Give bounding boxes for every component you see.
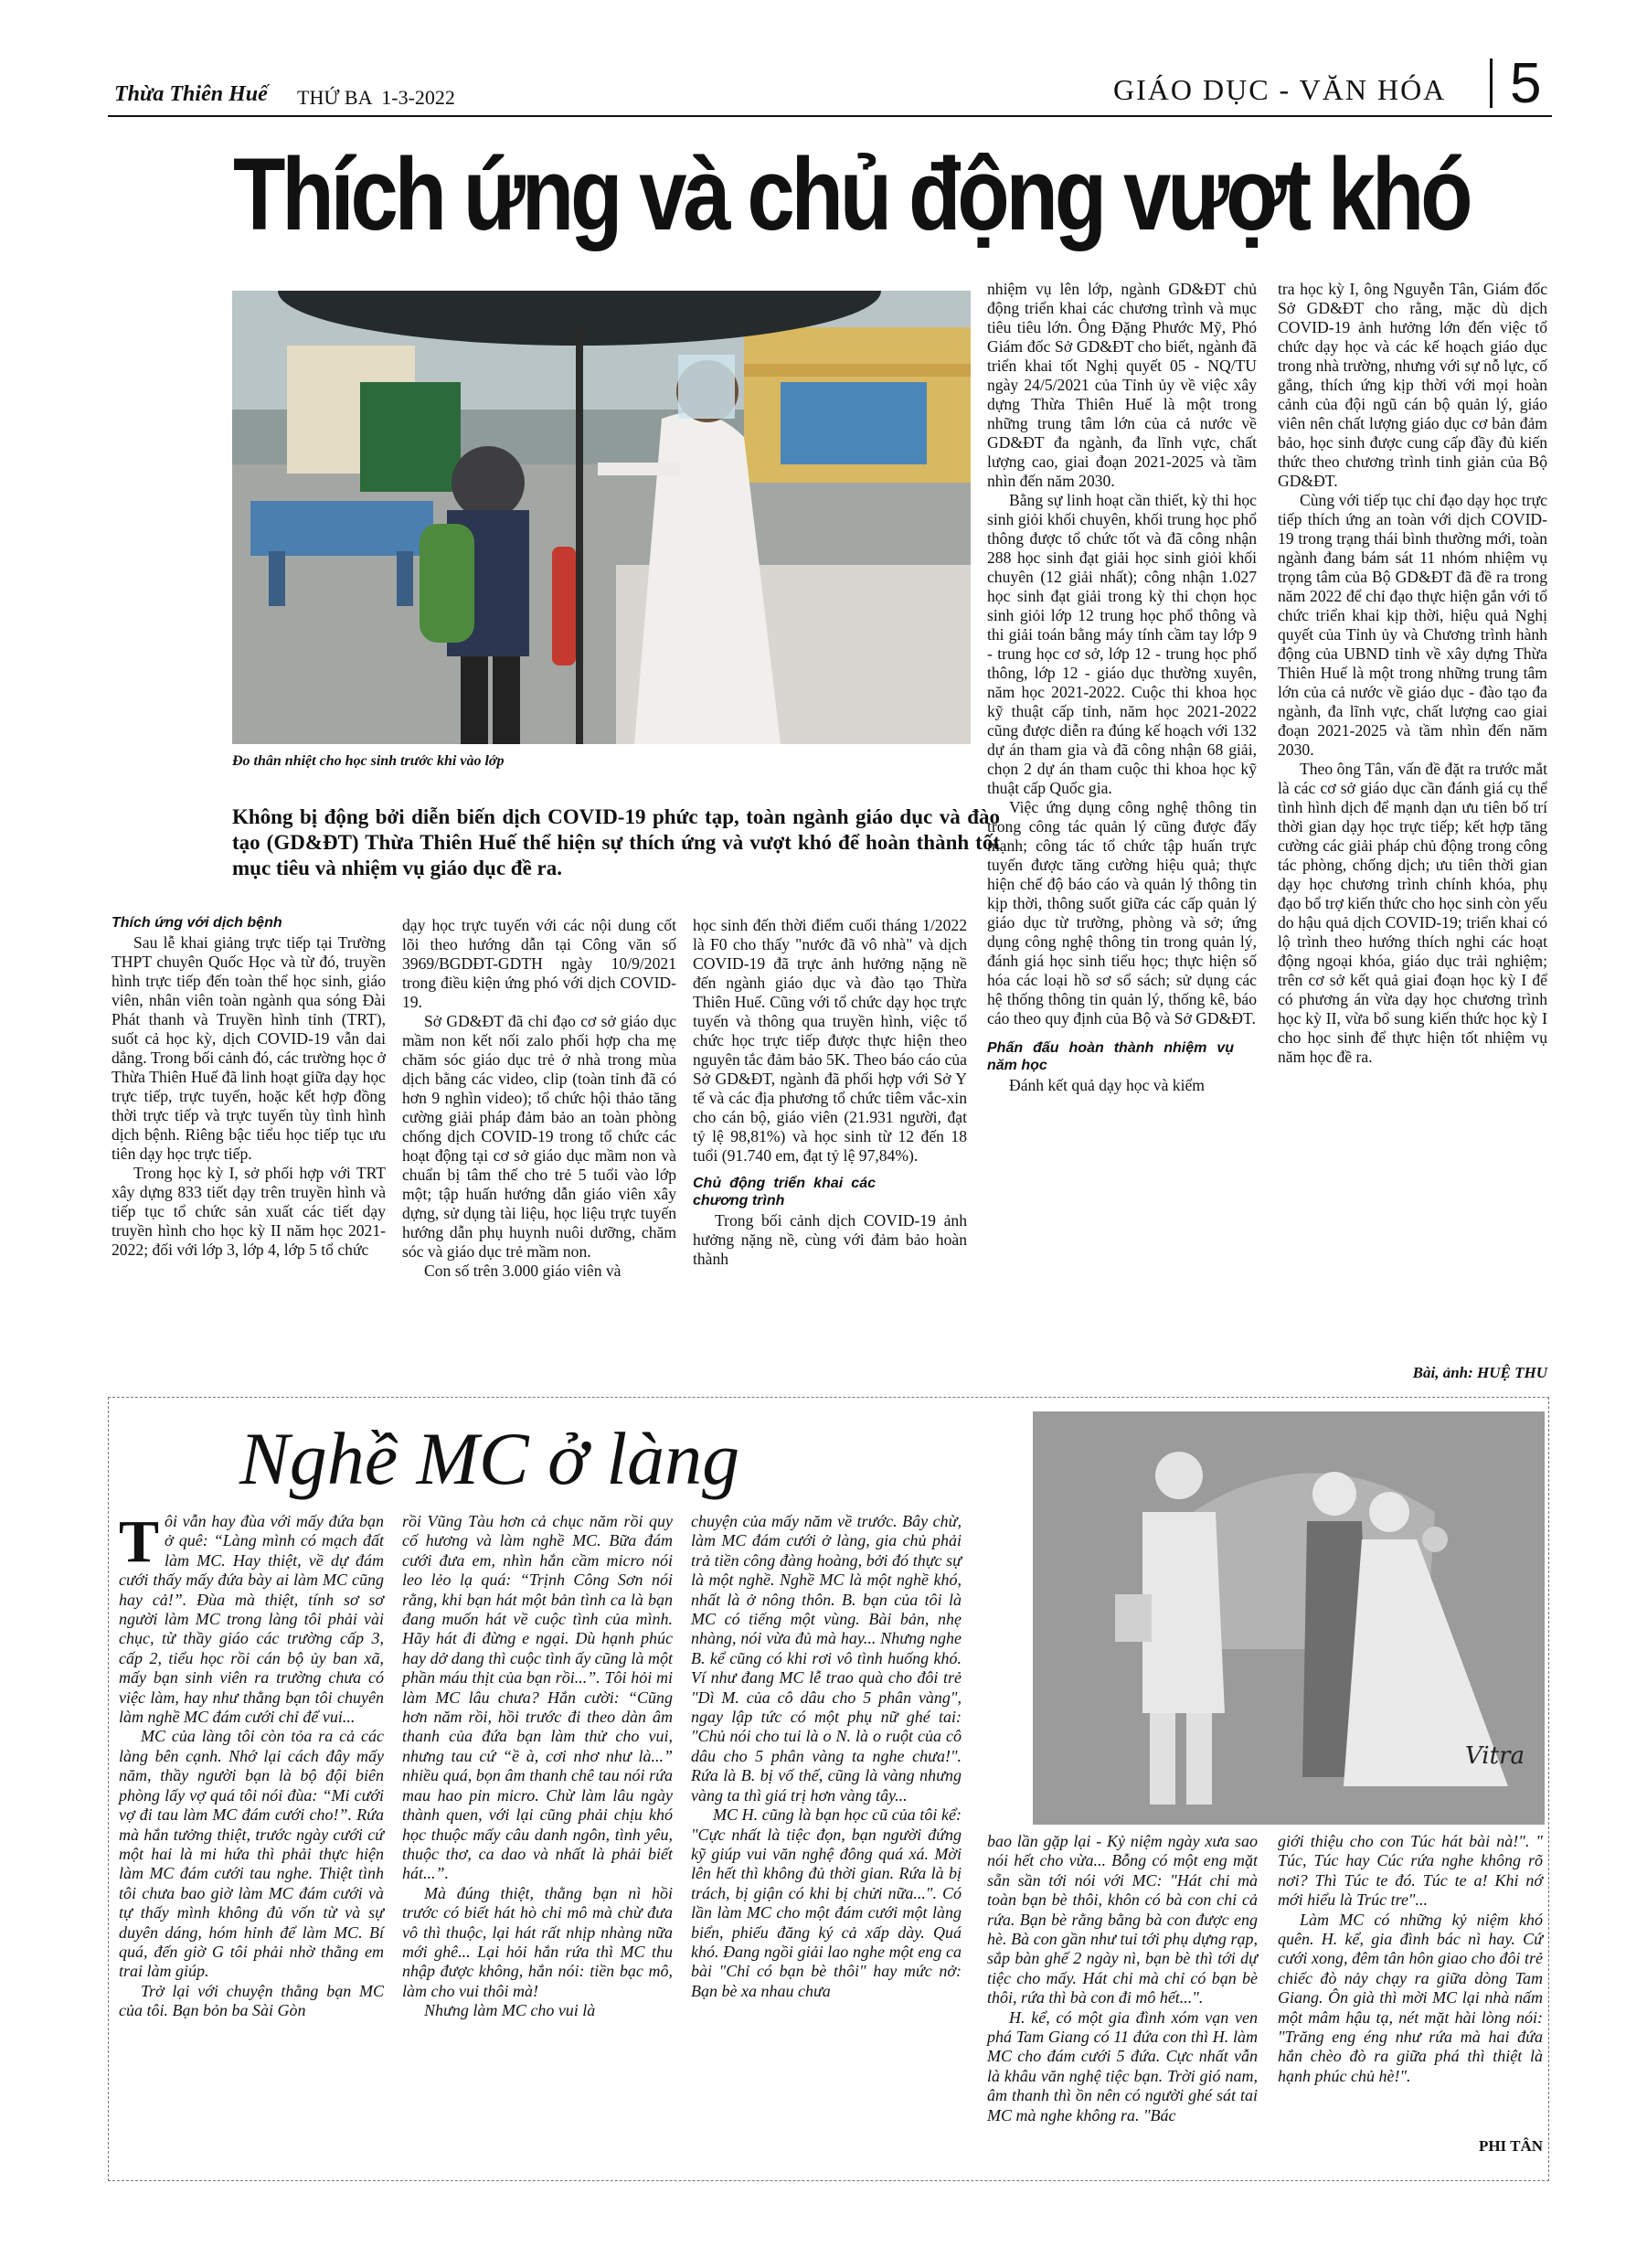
paragraph: Theo ông Tân, vấn đề đặt ra trước mắt là các cơ sở giáo dục cần đánh giá cụ thể tình hình dịch để mạnh dạn ưu tiên bố trí thời gian dạy học trực tiếp; kết hợp tăng cường các giải pháp chủ động trong công tác phòng, chống dịch; ưu tiên thời gian dạy học chương trình chính khóa, phụ đạo bổ trợ kiến thức cho học sinh còn yếu do hậu quả dịch COVID-19; triển khai có lộ trình theo hướng thích nghi các hoạt động ngoại khóa, giáo dục trải nghiệm; trên cơ sở kết quả giai đoạn học kỳ I để có phương án vừa dạy học chương trình học kỳ II, vừa bổ sung kiến thức học kỳ I cho học sinh để thực hiện tốt nhiệm vụ năm học đề ra. (1278, 760, 1547, 1066)
article1-column-1 (112, 914, 386, 1260)
subhead-initiative: Chủ động triển khai các chương trình (693, 1176, 876, 1209)
paragraph: Nhưng làm MC cho vui là (424, 2001, 596, 2020)
paragraph: Bằng sự linh hoạt cần thiết, kỳ thi học sinh giỏi khối chuyên, khối trung học phổ thông được tổ chức tốt và đã công nhận 288 học sinh đạt giải học sinh giỏi khối chuyên (12 giải nhất); công nhận 1.027 học sinh đạt giải trong kỳ thi chọn học sinh giỏi lớp 12 trung học phổ thông và thi giải toán bằng máy tính cầm tay lớp 9 - trung học cơ sở, lớp 12 - trung học phổ thông, lớp 12 - giáo dục thường xuyên, năm học 2021-2022. Cuộc thi khoa học kỹ thuật cấp tỉnh, năm học 2021-2022 cũng được diễn ra đúng kế hoạch với 132 dự án tham gia và đã công nhận 68 giải, chọn 2 dự án tham cuộc thi khoa học kỹ thuật cấp Quốc gia. (987, 491, 1257, 797)
article1-photo (232, 291, 971, 744)
paragraph: Mà đúng thiệt, thằng bạn nì hồi trước có biết hát hò chi mô mà chừ đưa vô thì thuộc, lại hát rất nhịp nhàng nữa mới ghê... Lại hỏi hắn rứa thì MC thu nhập được không, hắn nói: tiền bạc mô, làm cho vui thôi mà! (402, 1883, 673, 2000)
paragraph: chuyện của mấy năm về trước. Bây chừ, làm MC đám cưới ở làng, gia chủ phải trả tiền công đàng hoàng, bởi đó thực sự là một nghề. Nghề MC là một nghề khó, nhất là ở nông thôn. B. bạn của tôi là MC có tiếng một vùng. Bài bản, nhẹ nhàng, nói vừa đủ mà hay... Nhưng nghe B. kể cũng có khi rơi vô tình huống khó. Ví như đang MC lễ trao quà cho đôi trẻ "Dì M. của cô dâu cho 5 phân vàng", ngay lập tức có một phụ nữ ghé tai: "Chủ nói cho tui là o N. là o ruột của cô dâu cho 5 phân vàng ta nghe chưa!". Rứa là B. bị vố thế, cũng là vàng nhưng vàng ta thì giá trị hơn vàng tây... (691, 1512, 962, 1805)
paragraph: bao lần gặp lại - Kỷ niệm ngày xưa sao nói hết cho vừa... Bỗng có một eng mặt sẵn sần tới nói với MC: "Hát chi mà toàn bạn bè thôi, khôn có bà con chi cả rứa. Bạn bè rằng bằng bà con được eng hè. Bà con gần như tui tới phụ dựng rạp, sắp bàn ghế 2 ngày nì, bạn bè thì tới dự tiệc cho mấy. Hát chi mà chỉ có bạn bè thôi, rứa thì bà con đi mô hết...". (987, 1832, 1258, 2007)
illustration-signature: Vitra (1464, 1742, 1525, 1770)
paragraph: Sau lễ khai giảng trực tiếp tại Trường THPT chuyên Quốc Học và từ đó, truyền hình trực tiếp đến toàn thể học sinh, giáo viên, nhân viên toàn ngành qua sóng Đài Phát thanh và Truyền hình tỉnh (TRT), suốt cả học kỳ, dịch COVID-19 vẫn dai dẳng. Trong bối cảnh đó, các trường học ở Thừa Thiên Huế đã linh hoạt giữa dạy học trực tiếp, trực tuyến, hoặc kết hợp đồng thời trực tiếp và trực tuyến tùy tình hình dịch bệnh. Riêng bậc tiểu học tiếp tục ưu tiên dạy học trực tiếp. (112, 933, 386, 1163)
subhead-adapt: Thích ứng với dịch bệnh (112, 915, 282, 931)
paragraph: tra học kỳ I, ông Nguyễn Tân, Giám đốc Sở GD&ĐT cho rằng, mặc dù dịch COVID-19 ảnh hưởng lớn đến việc tổ chức dạy học và các kế hoạch giáo dục trong nhà trường, nhưng với sự nỗ lực, cố gắng, thích ứng kịp thời với mọi hoàn cảnh của đội ngũ cán bộ quản lý, giáo viên nên chất lượng giáo dục cơ bản đảm bảo, học sinh được cung cấp đầy đủ kiến thức theo chương trình tinh giản của Bộ GD&ĐT. (1278, 280, 1547, 490)
article1-sapo: Không bị động bởi diễn biến dịch COVID-19 phức tạp, toàn ngành giáo dục và đào tạo (GD&ĐT) Thừa Thiên Huế thể hiện sự thích ứng và vượt khó để hoàn thành tốt mục tiêu và nhiệm vụ giáo dục đề ra. (232, 805, 1000, 879)
article1-column-3 (693, 916, 967, 1269)
paragraph: Cùng với tiếp tục chỉ đạo dạy học trực tiếp thích ứng an toàn với dịch COVID-19 trong trạng thái bình thường mới, toàn ngành đang bám sát 11 nhóm nhiệm vụ trọng tâm của Bộ GD&ĐT đã đề ra trong năm 2022 để chỉ đạo thực hiện gắn với tổ chức triển khai kịp thời, hiệu quả Nghị quyết của Tỉnh ủy và Chương trình hành động của UBND tỉnh về xây dựng Thừa Thiên Huế là một trong những trung tâm lớn của cả nước về giáo dục - đào tạo đa ngành, đa lĩnh vực, chất lượng cao giai đoạn 2021-2025 và tầm nhìn đến năm 2030. (1278, 491, 1547, 759)
paragraph: Con số trên 3.000 giáo viên và (424, 1262, 622, 1280)
article2-column-1 (119, 1508, 384, 2021)
paragraph: giới thiệu cho con Túc hát bài nà!". " Túc, Túc hay Cúc rứa nghe không rõ nơi? Thì Túc te đó. Túc te a! Khi nớ mới hiểu là Trúc tre"... (1278, 1832, 1543, 1910)
article2-column-3 (691, 1512, 962, 2001)
paragraph: Đánh kết quả dạy học và kiểm (1009, 1076, 1205, 1094)
section-name: GIÁO DỤC - VĂN HÓA (1113, 73, 1447, 106)
article2-byline: PHI TÂN (1478, 2137, 1543, 2155)
article1-byline: Bài, ảnh: HUỆ THU (1412, 1364, 1547, 1381)
paragraph: học sinh đến thời điểm cuối tháng 1/2022 là F0 cho thấy "nước đã vô nhà" và dịch COVID-19 đã trực ảnh hưởng nặng nề đến ngành giáo dục và đào tạo Thừa Thiên Huế. Cũng với tổ chức dạy học trực tuyến và thông qua truyền hình, việc tổ chức học trực tiếp được thực hiện theo nguyên tắc đảm bảo 5K. Theo báo cáo của Sở GD&ĐT, ngành đã phối hợp với Sở Y tế và các địa phương tổ chức tiêm vắc-xin cho cán bộ, giáo viên (21.931 người, đạt tỷ lệ 98,81%) và học sinh từ 12 đến 18 tuổi (91.740 em, đạt tỷ lệ 97,84%). (693, 916, 967, 1165)
subhead-goals: Phấn đấu hoàn thành nhiệm vụ năm học (987, 1040, 1234, 1073)
page-number: 5 (1510, 52, 1542, 115)
paragraph: Trở lại với chuyện thằng bạn MC của tôi. Bạn bỏn ba Sài Gòn (119, 1981, 384, 2020)
paragraph: MC của làng tôi còn tỏa ra cả các làng bên cạnh. Nhớ lại cách đây mấy năm, thầy người bạn là bộ đội biên phòng lấy vợ quá tôi nói đùa: “Mi cưới vợ đi tau làm MC đám cưới cho!”. Rứa mà hắn tưởng thiệt, trước ngày cưới cứ một hai là mi hứa thì phải thực hiện làm MC đám cưới tau nghe. Thiệt tình tôi chưa bao giờ làm MC đám cưới và tự thấy mình không đủ vốn từ và sự duyên dáng, hóm hỉnh để làm MC. Bí quá, đến giờ G tôi phải nhờ thằng em trai làm giúp. (119, 1727, 384, 1981)
article1-column-4 (987, 280, 1257, 1095)
issue-date: THỨ BA 1-3-2022 (297, 86, 455, 109)
paragraph: Trong bối cảnh dịch COVID-19 ảnh hưởng nặng nề, cùng với đảm bảo hoàn thành (693, 1211, 967, 1268)
masthead-paper-name: Thừa Thiên Huế (114, 82, 268, 106)
photo-caption: Đo thân nhiệt cho học sinh trước khi vào lớp (232, 753, 505, 769)
article1-column-5 (1278, 280, 1547, 1067)
paragraph: nhiệm vụ lên lớp, ngành GD&ĐT chủ động triển khai các chương trình và mục tiêu tiêu lớn. Ông Đặng Phước Mỹ, Phó Giám đốc Sở GD&ĐT cho biết, ngành đã triển khai tốt Nghị quyết 05 - NQ/TU ngày 24/5/2021 của Tỉnh ủy về việc xây dựng Thừa Thiên Huế là một trong những trung tâm lớn của cả nước về GD&ĐT đa ngành, đa lĩnh vực, chất lượng cao, giai đoạn 2021-2025 và tầm nhìn đến năm 2030. (987, 280, 1257, 490)
article2-headline: Nghề MC ở làng (239, 1417, 740, 1500)
paragraph: ôi vẫn hay đùa với mấy đứa bạn ở quê: “Làng mình có mạch đất làm MC. Hay thiệt, về dự đám cưới thấy mấy đứa bày ai làm MC cũng hay cả!”. Đùa mà thiệt, tính sơ sơ người làm MC trong làng tôi phải vài chục, từ thầy giáo các trường cấp 3, cấp 2, tiểu học rồi cán bộ ủy ban xã, mấy bạn sinh viên ra trường chưa có việc làm, hay như thằng bạn tôi chuyên làm nghề MC đám cưới chỉ để vui... (119, 1512, 384, 1727)
header-rule (108, 115, 1552, 117)
paragraph: MC H. cũng là bạn học cũ của tôi kể: "Cực nhất là tiệc đọn, bạn người đứng kỹ giúp vui văn nghệ đông quá xá. Mời lên hết thì không đủ thời gian. Rứa là bị trách, bị giận có khi bị chửi nữa...". Có lần làm MC cho một đám cưới một làng biển, phiếu đăng ký cả xấp dày. Quá khó. Đang ngồi giải lao nghe một eng ca bài "Chỉ có bạn bè thôi" hay mức nở: Bạn bè xa nhau chưa (691, 1805, 962, 2000)
paragraph: H. kể, có một gia đình xóm vạn ven phá Tam Giang có 11 đứa con thì H. làm MC cho đám cưới 5 đứa. Cực nhất vẫn là khâu văn nghệ tiệc bạn. Trời gió nam, âm thanh thì ồn nên có người ghé sát tai MC mà nghe không ra. "Bác (987, 2007, 1258, 2124)
paragraph: Việc ứng dụng công nghệ thông tin trong công tác quản lý cũng được đẩy mạnh; công tác tổ chức tập huấn trực tuyến được tăng cường hiệu quả; thực hiện chế độ báo cáo và quản lý thông tin kịp thời, thông suốt giữa các cấp quản lý giáo dục từ trường, phòng và sở; ứng dụng công nghệ thông tin trong quản lý, đánh giá học sinh tiểu học; thực hiện số hóa các loại hồ sơ sổ sách; sử dụng các hệ thống thông tin quản lý, thống kê, báo cáo theo quy định của Bộ và Sở GD&ĐT. (987, 798, 1257, 1028)
paragraph: Trong học kỳ I, sở phối hợp với TRT xây dựng 833 tiết dạy trên truyền hình và tiếp tục tổ chức sản xuất các tiết dạy truyền hình cho học kỳ II năm học 2021-2022; đối với lớp 3, lớp 4, lớp 5 tổ chức (112, 1164, 386, 1259)
article2-illustration (1033, 1411, 1545, 1825)
header-rule-vertical (1490, 59, 1493, 108)
article2-column-5 (1278, 1832, 1543, 2086)
article1-headline: Thích ứng và chủ động vượt khó (233, 137, 1470, 251)
paragraph: Làm MC có những kỷ niệm khó quên. H. kể, gia đình bác nì hay. Cứ cưới xong, đêm tân hôn giao cho đôi trẻ chiếc đò nảy chạy ra giữa dòng Tam Giang. Ôn già thì mời MC lại nhà nấm một mâm hậu tạ, nét mặt hài lòng nói: "Trăng eng éng như rứa mà hai đứa hắn chèo đò ra giữa phá thì thiệt là hạnh phúc chủ hè!". (1278, 1910, 1543, 2085)
article2-column-4 (987, 1832, 1258, 2125)
paragraph: Sở GD&ĐT đã chỉ đạo cơ sở giáo dục mầm non kết nối zalo phối hợp cha mẹ chăm sóc giáo dục trẻ ở nhà trong mùa dịch bằng các video, clip (toàn tỉnh đã có hơn 9 nghìn video); tổ chức hội thảo tăng cường giải pháp đảm bảo an toàn phòng chống dịch COVID-19 trong tổ chức các hoạt động tại cơ sở giáo dục mầm non và chuẩn bị tâm thế cho trẻ 5 tuổi vào lớp một; tập huấn hướng dẫn giáo viên xây dựng, sử dụng tài liệu, học liệu trực tuyến hướng dẫn phụ huynh nuôi dưỡng, chăm sóc và giáo dục trẻ mầm non. (402, 1012, 676, 1261)
dropcap: T (119, 1508, 160, 1575)
article1-column-2 (402, 916, 676, 1281)
paragraph: rồi Vũng Tàu hơn cả chục năm rồi quy cố hương và làm nghề MC. Bữa đám cưới đưa em, nhìn hắn cầm micro nói leo lẻo lạ quá: “Trịnh Công Sơn nói rằng, khi bạn hát một bản tình ca là bạn đang muốn hát về cuộc tình của mình. Hãy hát đi đừng e ngại. Dù hạnh phúc hay dở dang thì cuộc tình ấy cũng là một phần máu thịt của bạn rồi...”. Tôi hỏi mi làm MC lâu chưa? Hắn cười: “Cũng hơn năm rồi, hồi trước đi theo dàn âm thanh của đứa bạn làm thử cho vui, nhưng tau cứ “ề à, cơi nhơ như là...” nhiều quá, bọn âm thanh chê tau nói rứa mau hao pin micro. Chừ làm lâu ngày thành quen, với lại cũng phải chịu khó học thuộc mấy câu danh ngôn, tình yêu, thuộc thơ, ca dao và nhất là phải biết hát...”. (402, 1512, 673, 1883)
article2-column-2 (402, 1512, 673, 2021)
paragraph: dạy học trực tuyến với các nội dung cốt lõi theo hướng dẫn tại Công văn số 3969/BGDĐT-GDTH ngày 10/9/2021 trong điều kiện ứng phó với dịch COVID-19. (402, 916, 676, 1011)
